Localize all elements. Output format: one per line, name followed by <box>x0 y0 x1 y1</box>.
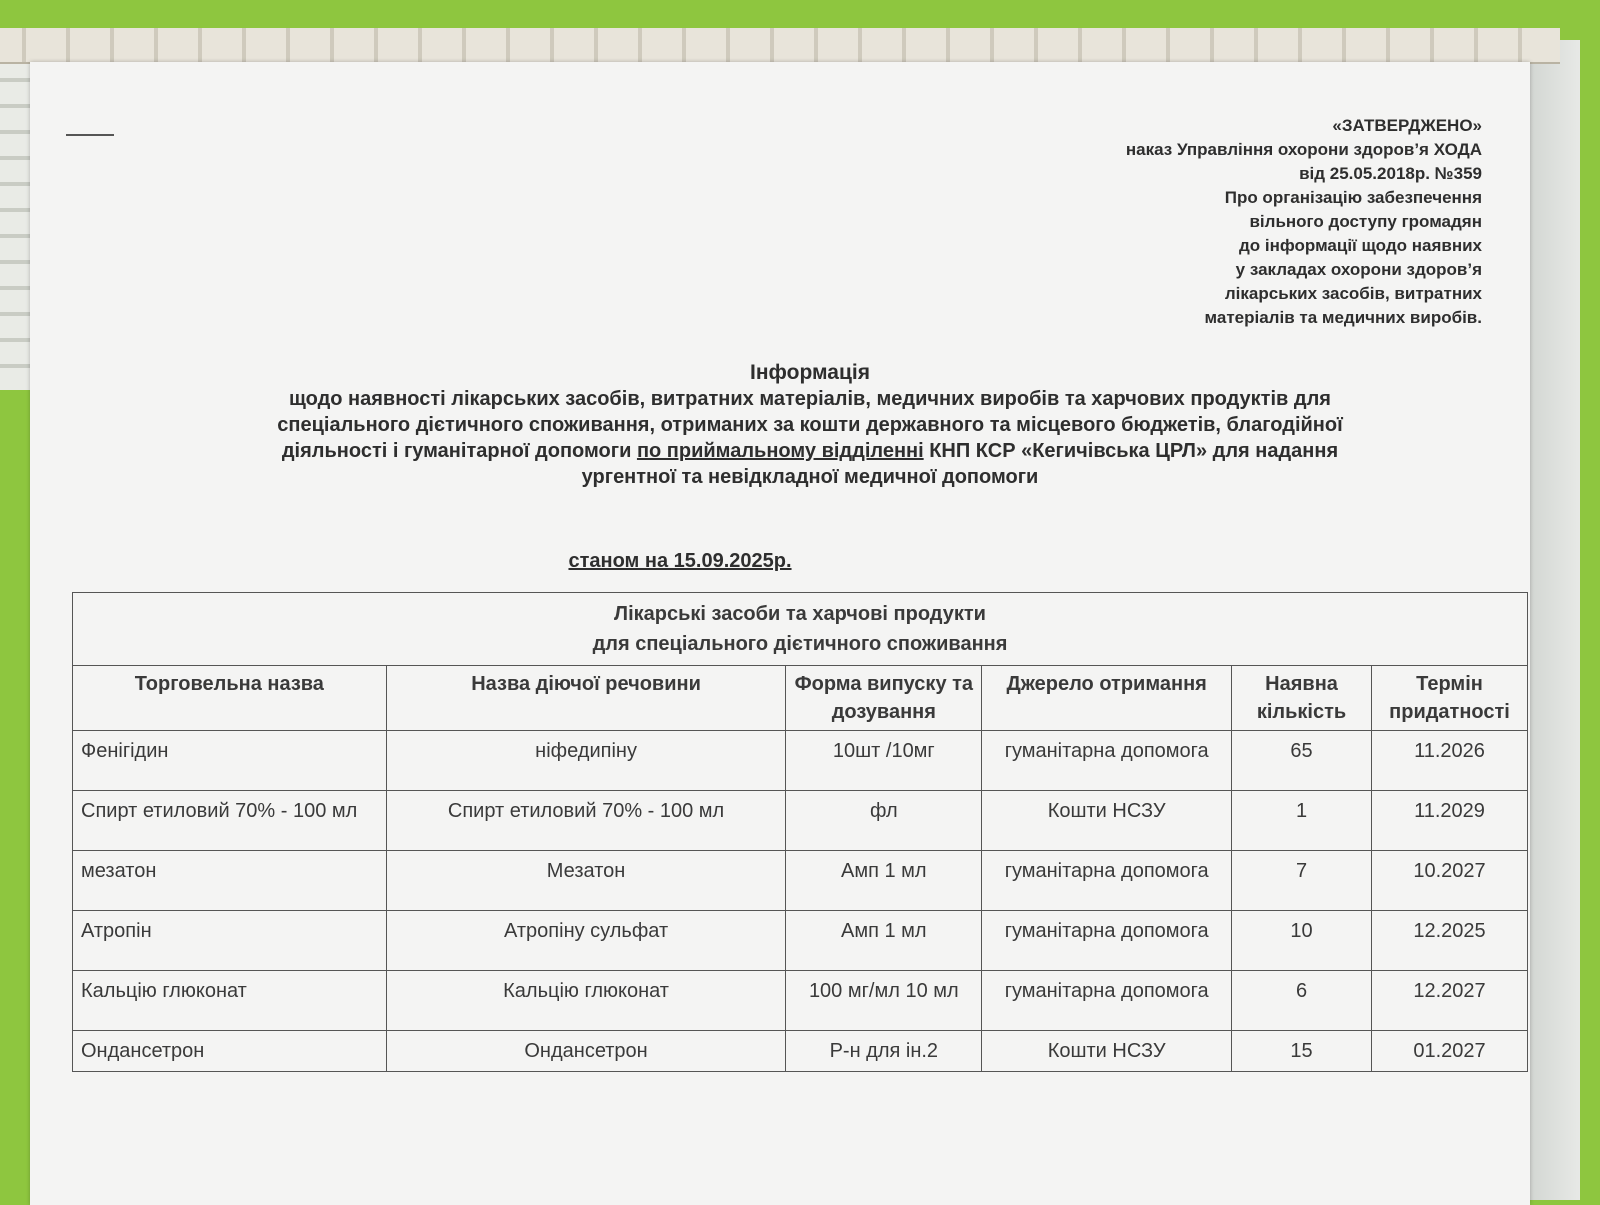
column-header-expiry: Термін придатності <box>1372 666 1528 731</box>
trade-name-cell: Атропін <box>73 911 387 971</box>
substance-cell: Мезатон <box>386 851 786 911</box>
table-row <box>73 971 1528 1031</box>
substance-cell: Спирт етиловий 70% - 100 мл <box>386 791 786 851</box>
trade-name-cell: Фенігідин <box>73 731 387 791</box>
substance-cell: ніфедипіну <box>386 731 786 791</box>
column-header-source: Джерело отримання <box>982 666 1232 731</box>
approval-line: наказ Управління охорони здоров’я ХОДА <box>1125 140 1482 159</box>
document-title: Інформація <box>750 361 870 384</box>
trade-name-cell: Кальцію глюконат <box>73 971 387 1031</box>
approval-block <box>982 114 1482 330</box>
quantity-cell: 7 <box>1232 851 1372 911</box>
margin-dash <box>66 134 114 136</box>
heading-text: КНП КСР «Кегичівська ЦРЛ» для надання <box>929 440 1339 462</box>
source-cell: гуманітарна допомога <box>982 851 1232 911</box>
as-of-date <box>30 550 1330 573</box>
expiry-cell: 11.2029 <box>1372 791 1528 851</box>
table-caption <box>73 593 1528 666</box>
approval-line: від 25.05.2018р. №359 <box>1299 164 1482 183</box>
trade-name-cell: мезатон <box>73 851 387 911</box>
approval-line: Про організацію забезпечення <box>1224 188 1482 207</box>
substance-cell: Ондансетрон <box>386 1031 786 1072</box>
column-header-trade-name: Торговельна назва <box>73 666 387 731</box>
table-row <box>73 731 1528 791</box>
column-header-substance: Назва діючої речовини <box>386 666 786 731</box>
binder-clip-strip <box>0 28 1560 64</box>
approval-line: матеріалів та медичних виробів. <box>1204 308 1482 327</box>
form-cell: Амп 1 мл <box>786 851 982 911</box>
approval-line: «ЗАТВЕРДЖЕНО» <box>1332 116 1482 135</box>
approval-line: у закладах охорони здоров’я <box>1235 260 1482 279</box>
table-row <box>73 911 1528 971</box>
source-cell: Кошти НСЗУ <box>982 1031 1232 1072</box>
expiry-cell: 10.2027 <box>1372 851 1528 911</box>
as-of-date-text: станом на 15.09.2025р. <box>568 550 792 572</box>
document-heading <box>120 360 1500 490</box>
form-cell: фл <box>786 791 982 851</box>
source-cell: Кошти НСЗУ <box>982 791 1232 851</box>
medicines-table <box>72 592 1528 1072</box>
heading-line: спеціального дієтичного споживання, отриманих за кошти державного та місцевого бюджетів, благодійної <box>277 414 1343 436</box>
quantity-cell: 10 <box>1232 911 1372 971</box>
table-row <box>73 851 1528 911</box>
expiry-cell: 11.2026 <box>1372 731 1528 791</box>
source-cell: гуманітарна допомога <box>982 731 1232 791</box>
heading-line: ургентної та невідкладної медичної допомоги <box>581 466 1039 488</box>
form-cell: 10шт /10мг <box>786 731 982 791</box>
quantity-cell: 6 <box>1232 971 1372 1031</box>
approval-line: до інформації щодо наявних <box>1238 236 1482 255</box>
department-name: по приймальному відділенні <box>636 440 924 462</box>
quantity-cell: 65 <box>1232 731 1372 791</box>
table-row <box>73 1031 1528 1072</box>
trade-name-cell: Ондансетрон <box>73 1031 387 1072</box>
table-caption-line: для спеціального дієтичного споживання <box>592 633 1008 655</box>
substance-cell: Атропіну сульфат <box>386 911 786 971</box>
expiry-cell: 12.2025 <box>1372 911 1528 971</box>
column-header-quantity: Наявна кількість <box>1232 666 1372 731</box>
column-header-form: Форма випуску та дозування <box>786 666 982 731</box>
approval-line: лікарських засобів, витратних <box>1224 284 1482 303</box>
form-cell: Р-н для ін.2 <box>786 1031 982 1072</box>
form-cell: 100 мг/мл 10 мл <box>786 971 982 1031</box>
table-header-row <box>73 666 1528 731</box>
trade-name-cell: Спирт етиловий 70% - 100 мл <box>73 791 387 851</box>
quantity-cell: 1 <box>1232 791 1372 851</box>
heading-line: щодо наявності лікарських засобів, витратних матеріалів, медичних виробів та харчових продуктів для <box>289 388 1331 410</box>
table-row <box>73 791 1528 851</box>
form-cell: Амп 1 мл <box>786 911 982 971</box>
table-caption-line: Лікарські засоби та харчові продукти <box>614 603 986 625</box>
heading-text: діяльності і гуманітарної допомоги <box>281 440 632 462</box>
expiry-cell: 01.2027 <box>1372 1031 1528 1072</box>
substance-cell: Кальцію глюконат <box>386 971 786 1031</box>
heading-line <box>120 438 1500 464</box>
quantity-cell: 15 <box>1232 1031 1372 1072</box>
document-sheet <box>30 62 1530 1205</box>
source-cell: гуманітарна допомога <box>982 911 1232 971</box>
expiry-cell: 12.2027 <box>1372 971 1528 1031</box>
approval-line: вільного доступу громадян <box>1249 212 1482 231</box>
source-cell: гуманітарна допомога <box>982 971 1232 1031</box>
